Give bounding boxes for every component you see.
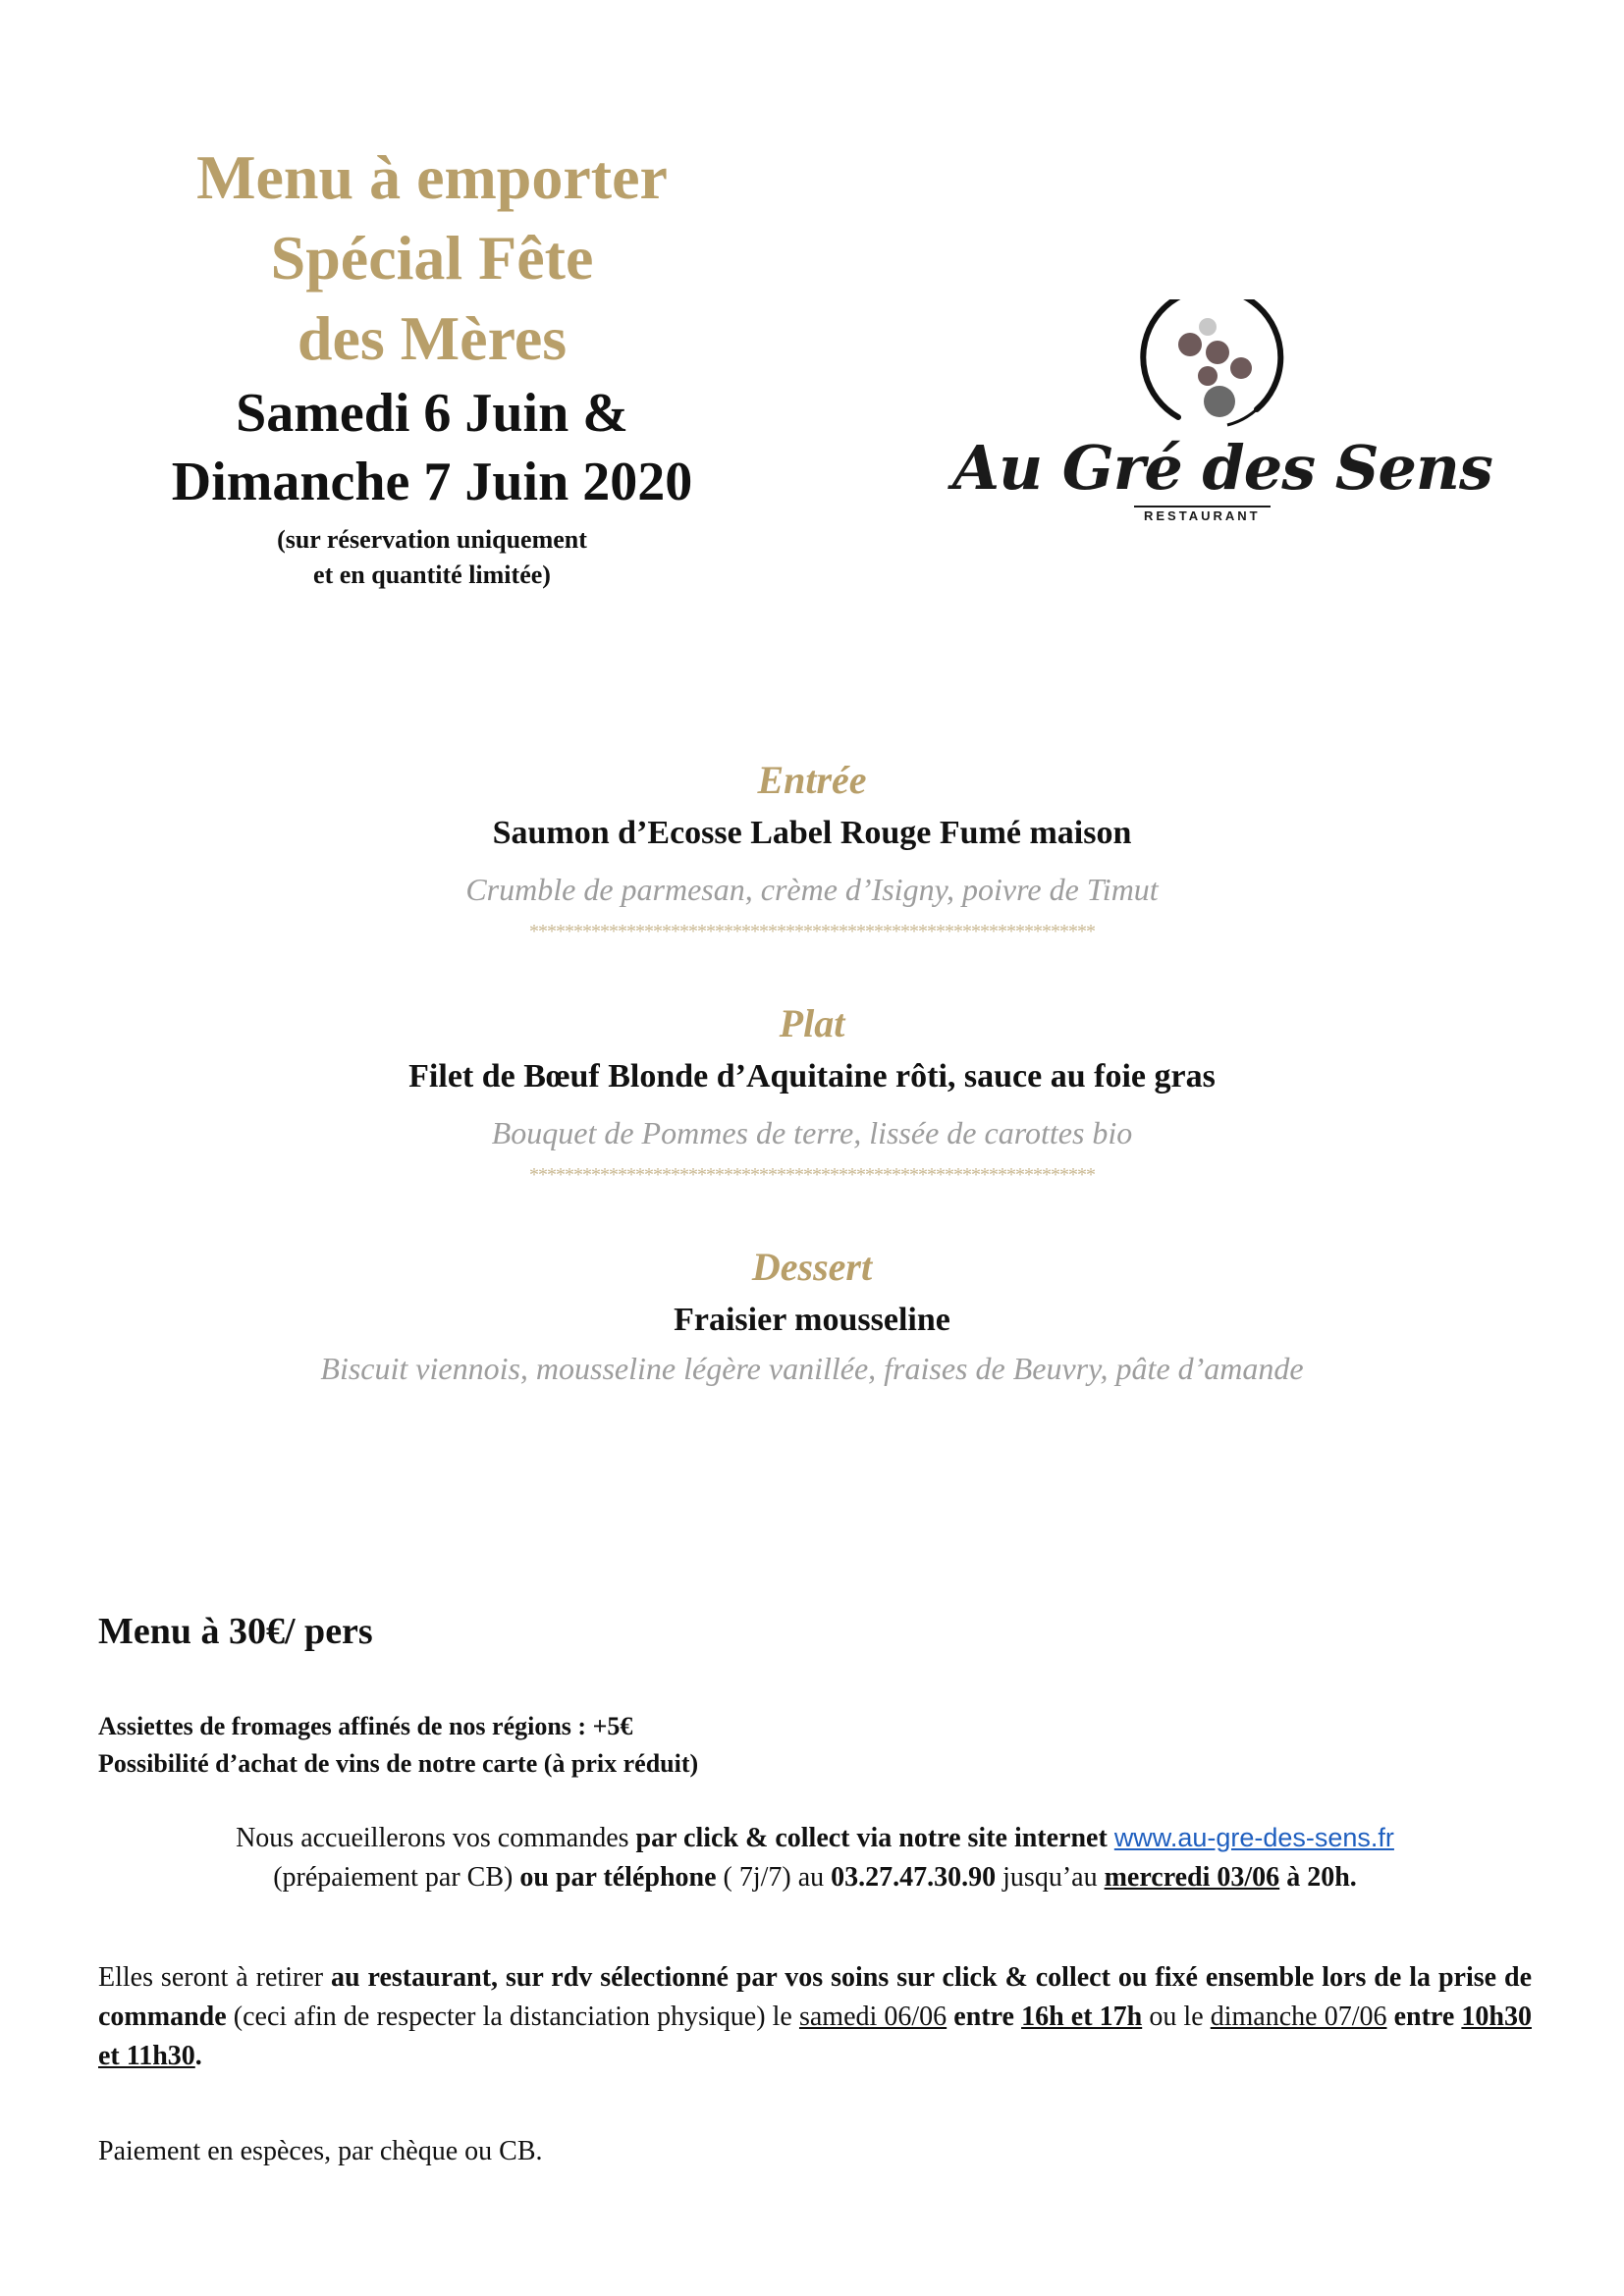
- orders-text: Nous accueillerons vos commandes: [236, 1823, 636, 1853]
- title-line-3: des Mères: [297, 303, 568, 373]
- payment-methods: Paiement en espèces, par chèque ou CB.: [98, 2136, 543, 2166]
- extra-wine: Possibilité d’achat de vins de notre carte (à prix réduit): [98, 1749, 699, 1778]
- course-dish: Saumon d’Ecosse Label Rouge Fumé maison: [492, 815, 1132, 851]
- orders-phone-label: ou par téléphone: [519, 1862, 717, 1893]
- reservation-note-2: et en quantité limitée): [313, 561, 551, 589]
- orders-text: (prépaiement par CB): [273, 1862, 520, 1893]
- menu-courses: [0, 756, 1624, 1390]
- course-plat: [0, 999, 1624, 1186]
- reservation-note-1: (sur réservation uniquement: [277, 525, 587, 554]
- title-line-1: Menu à emporter: [196, 142, 668, 212]
- course-entree: [0, 756, 1624, 942]
- course-heading: Entrée: [757, 758, 867, 802]
- logo-wordmark: Au Gré des Sens: [952, 432, 1492, 504]
- logo-emblem-icon: [933, 299, 1463, 437]
- website-link[interactable]: www.au-gre-des-sens.fr: [1113, 1823, 1394, 1852]
- order-deadline-time: à 20h.: [1279, 1862, 1357, 1893]
- pickup-day-2: dimanche 07/06: [1210, 2002, 1387, 2032]
- title-block: [98, 137, 766, 593]
- restaurant-logo: [933, 299, 1492, 555]
- extras: [98, 1708, 698, 1783]
- course-description: Crumble de parmesan, crème d’Isigny, poivre de Timut: [465, 872, 1159, 907]
- orders-text: ( 7j/7) au: [716, 1862, 832, 1893]
- date-line-1: Samedi 6 Juin &: [236, 383, 628, 444]
- course-dish: Filet de Bœuf Blonde d’Aquitaine rôti, sauce au foie gras: [408, 1058, 1216, 1095]
- course-separator: ****************************************************************: [529, 921, 1095, 942]
- pickup-day-1: samedi 06/06: [798, 2002, 947, 2032]
- pickup-time-1: 16h et 17h: [1021, 2002, 1143, 2032]
- logo-tagline: RESTAURANT: [1134, 506, 1271, 523]
- order-deadline-day: mercredi 03/06: [1104, 1862, 1280, 1893]
- course-description: Biscuit viennois, mousseline légère vanillée, fraises de Beuvry, pâte d’amande: [320, 1351, 1304, 1386]
- pickup-text: entre: [947, 2002, 1022, 2032]
- pickup-text: (ceci afin de respecter la distanciation physique) le: [226, 2002, 799, 2032]
- pickup-text: .: [194, 2041, 202, 2071]
- course-dish: Fraisier mousseline: [674, 1302, 950, 1338]
- phone-number: 03.27.47.30.90: [831, 1862, 997, 1893]
- course-dessert: [0, 1243, 1624, 1390]
- menu-price: Menu à 30€/ pers: [98, 1611, 373, 1652]
- orders-paragraph: [98, 1818, 1532, 1897]
- extra-cheese: Assiettes de fromages affinés de nos régions : +5€: [98, 1712, 633, 1740]
- pickup-location: au restaurant, sur rdv sélectionné par vos soins sur click & collect ou fixé ensemble lors de la prise de commande: [98, 1962, 1533, 2032]
- pickup-paragraph: [98, 1958, 1532, 2076]
- course-heading: Plat: [779, 1001, 845, 1045]
- title-line-2: Spécial Fête: [270, 223, 594, 293]
- date-line-2: Dimanche 7 Juin 2020: [171, 452, 693, 512]
- pickup-time-2: 10h30 et 11h30: [98, 2002, 1532, 2071]
- pickup-text: entre: [1386, 2002, 1462, 2032]
- course-heading: Dessert: [751, 1245, 873, 1289]
- pickup-text: Elles seront à retirer: [98, 1962, 332, 1993]
- course-description: Bouquet de Pommes de terre, lissée de carottes bio: [491, 1115, 1133, 1150]
- course-separator: ****************************************************************: [529, 1164, 1095, 1186]
- orders-click-collect: par click & collect via notre site internet: [635, 1823, 1108, 1853]
- pickup-text: ou le: [1142, 2002, 1211, 2032]
- orders-text: jusqu’au: [996, 1862, 1105, 1893]
